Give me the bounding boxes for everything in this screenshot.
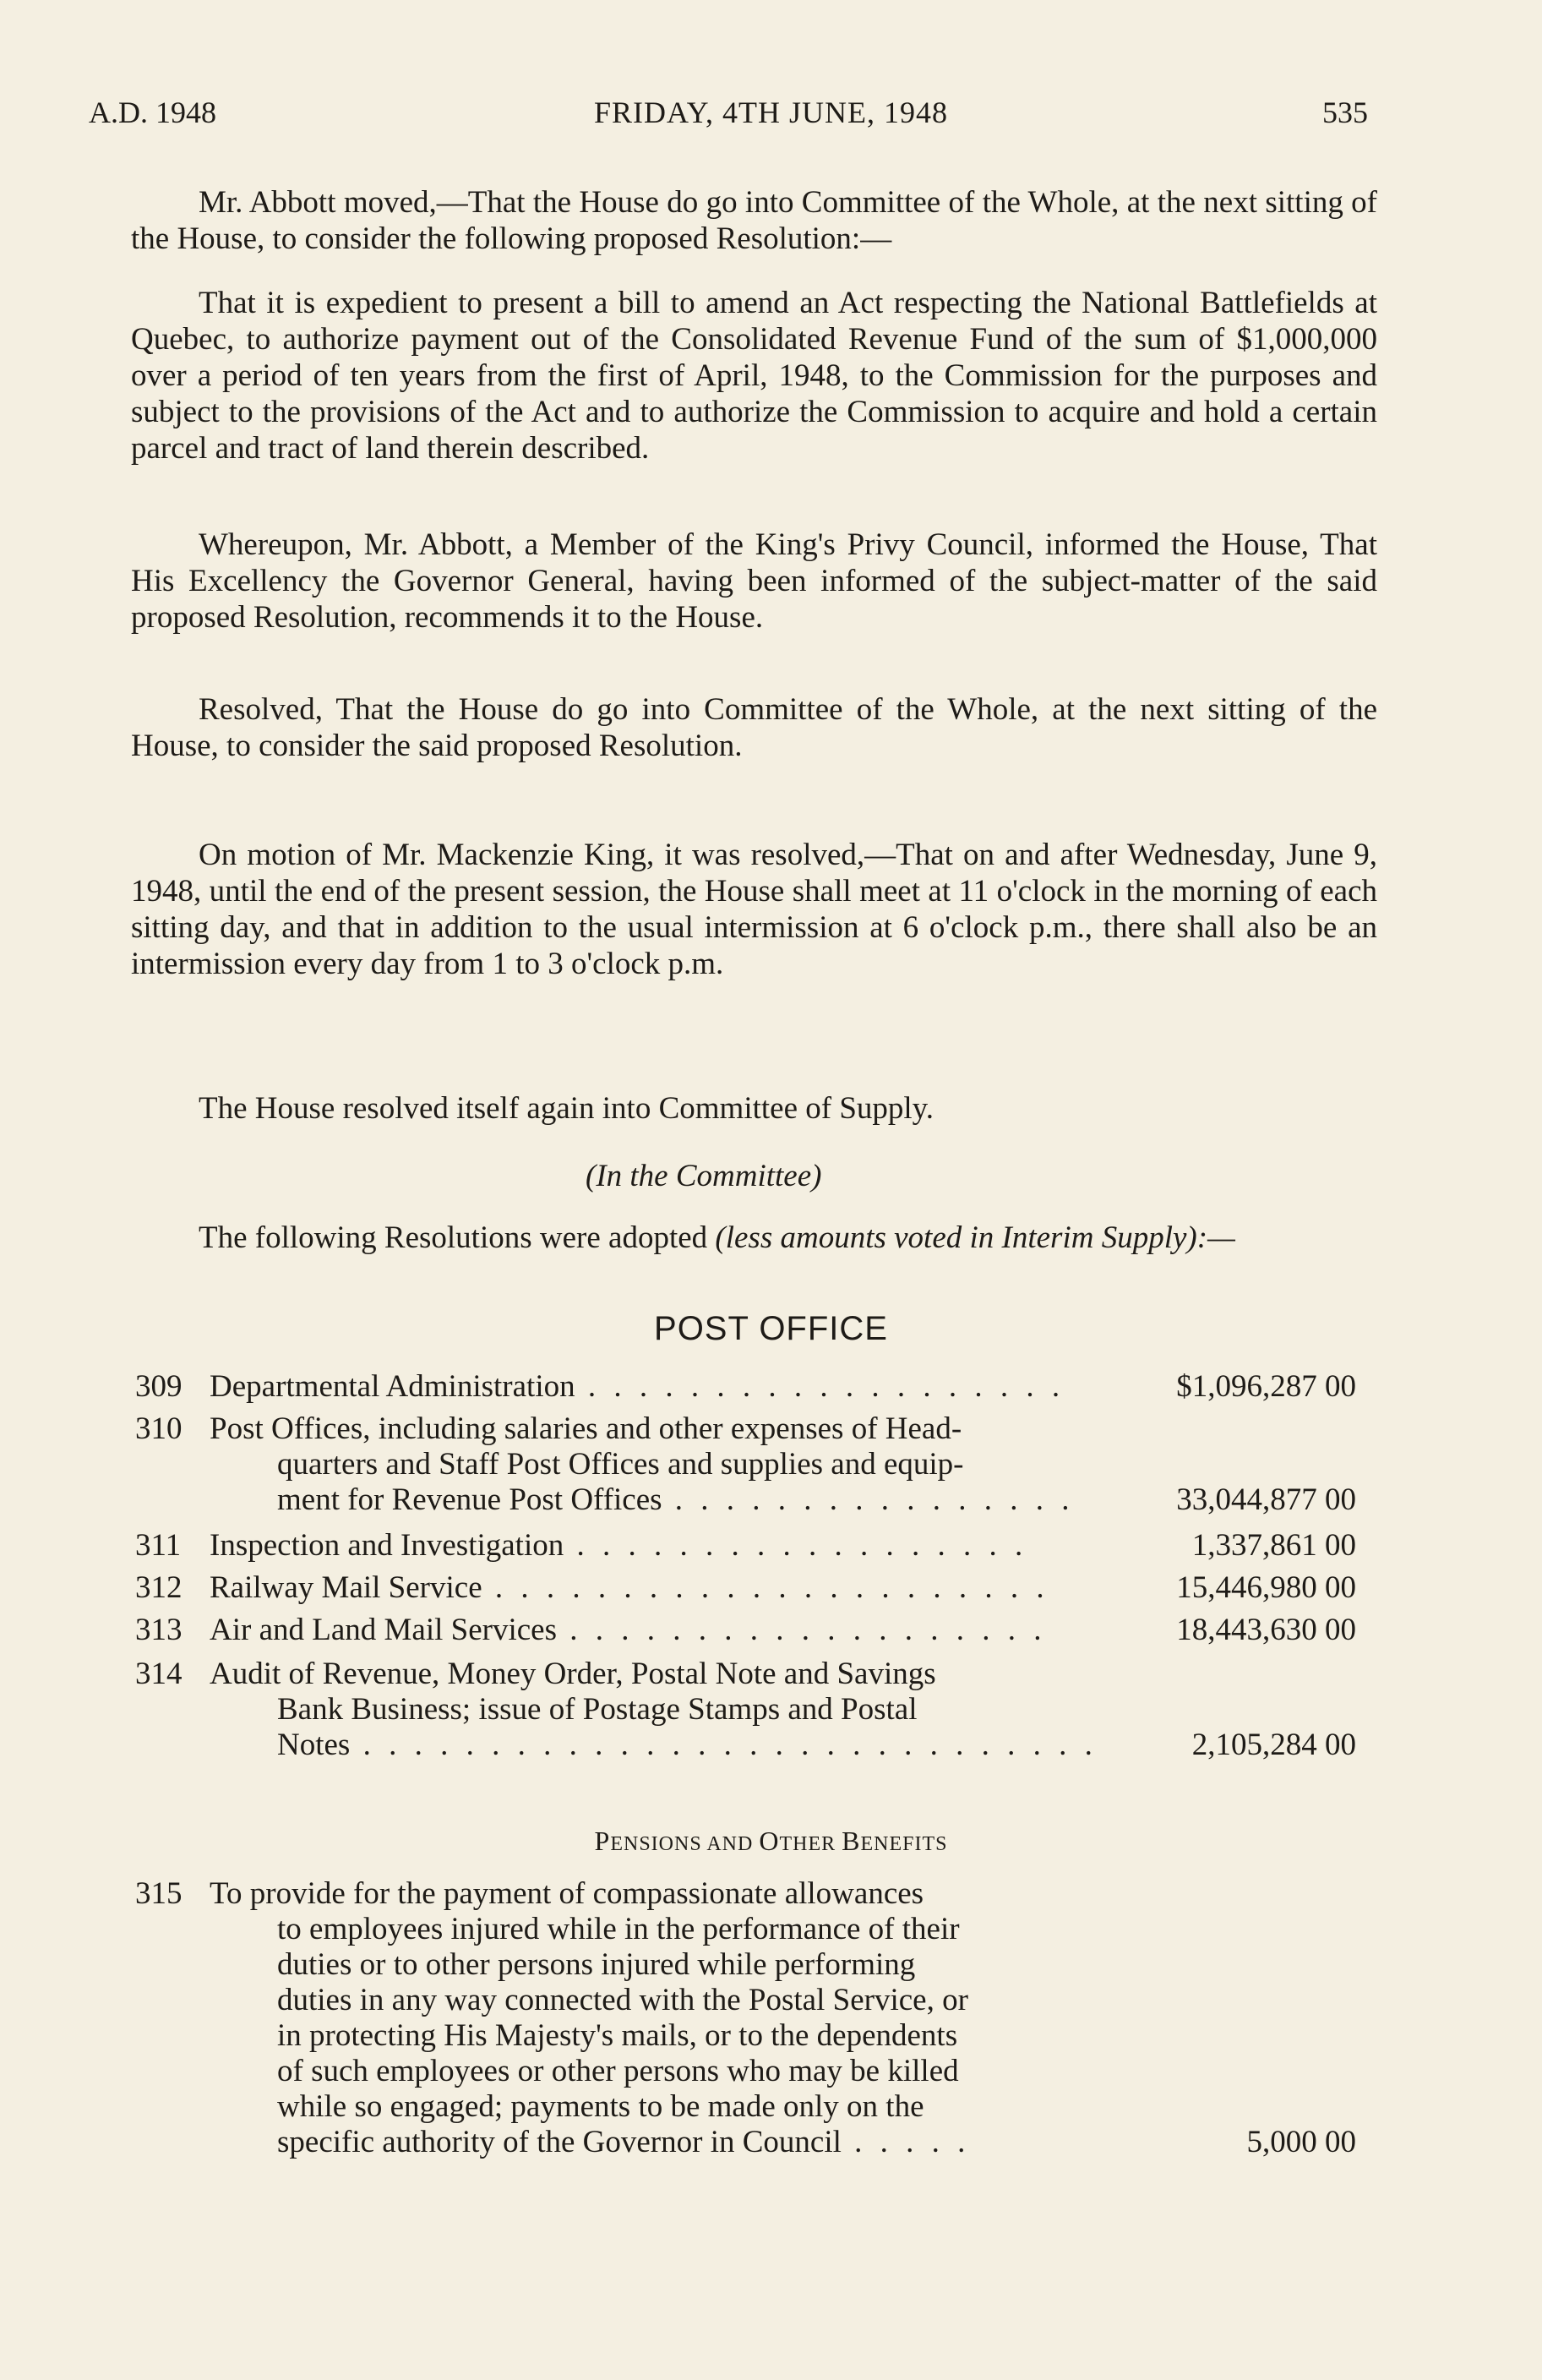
leader-dots: . . . . . . . . . . . . . . . . . . . xyxy=(557,1613,1047,1647)
in-committee-heading: (In the Committee) xyxy=(586,1159,822,1193)
header-date: FRIDAY, 4TH JUNE, 1948 xyxy=(593,96,949,129)
vote-amount: 18,443,630 00 xyxy=(1176,1613,1356,1647)
vote-number: 311 xyxy=(135,1528,182,1563)
resolution-text: That it is expedient to present a bill to amend an Act respecting the National Battlefields at Quebec, to authorize payment out of the Consolidated Revenue Fund of the sum of $1,000,000 over a period of ten years from the first of April, 1948, to the Commission for the purposes and subject to the provisions of the Act and to authorize the Commission to acquire and hold a certain parcel and tract of land therein described. xyxy=(131,286,1377,466)
motion-text: Mr. Abbott moved,—That the House do go into Committee of the Whole, at the next sitting of the House, to consider the following proposed Resolution:— xyxy=(131,185,1377,256)
motion-paragraph xyxy=(131,184,1377,257)
vote-description: Departmental Administration . . . . . . . . . . . . . . . . . . . xyxy=(210,1369,1065,1404)
resolved-text: Resolved, That the House do go into Committee of the Whole, at the next sitting of the House, to consider the said proposed Resolution. xyxy=(131,692,1377,763)
vote-number: 312 xyxy=(135,1570,183,1605)
vote-description: Audit of Revenue, Money Order, Postal Note and Savings Bank Business; issue of Postage Stamps and Postal Notes . . . . . . . . . . . . . . . . . . . . . . . . . . . . . xyxy=(210,1657,1098,1762)
leader-dots: . . . . . . . . . . . . . . . . xyxy=(662,1482,1075,1517)
vote-amount: 15,446,980 00 xyxy=(1176,1570,1356,1605)
vote-number: 315 xyxy=(135,1876,183,1911)
vote-amount: $1,096,287 00 xyxy=(1176,1369,1356,1404)
recommendation-text: Whereupon, Mr. Abbott, a Member of the King's Privy Council, informed the House, That His Excellency the Governor General, having been informed of the subject-matter of the said proposed Resolution, recommends it to the House. xyxy=(131,527,1377,635)
leader-dots: . . . . . . . . . . . . . . . . . . xyxy=(564,1528,1028,1563)
vote-amount: 5,000 00 xyxy=(1246,2125,1356,2159)
vote-amount: 33,044,877 00 xyxy=(1176,1482,1356,1517)
resolution-paragraph xyxy=(131,285,1377,467)
resolutions-intro-italic: (less amounts voted in Interim Supply):— xyxy=(715,1220,1235,1255)
vote-amount: 2,105,284 00 xyxy=(1191,1728,1356,1762)
header-year: A.D. 1948 xyxy=(89,96,216,129)
section-heading-post-office: POST OFFICE xyxy=(654,1310,888,1347)
leader-dots: . . . . . . . . . . . . . . . . . . . . . . . . . . . . . xyxy=(350,1728,1098,1762)
vote-description: Inspection and Investigation . . . . . . . . . . . . . . . . . . xyxy=(210,1528,1028,1563)
sitting-hours-text: On motion of Mr. Mackenzie King, it was resolved,—That on and after Wednesday, June 9, 1948, until the end of the present session, the House shall meet at 11 o'clock in the morning of each sitting day, and that in addition to the usual intermission at 6 o'clock p.m., there shall also be an intermission every day from 1 to 3 o'clock p.m. xyxy=(131,838,1377,981)
running-header xyxy=(0,95,1542,137)
vote-description: Railway Mail Service . . . . . . . . . . . . . . . . . . . . . . xyxy=(210,1570,1049,1605)
leader-dots: . . . . . . . . . . . . . . . . . . . xyxy=(575,1369,1065,1404)
vote-number: 309 xyxy=(135,1369,183,1404)
resolved-paragraph xyxy=(131,691,1377,764)
vote-description: Air and Land Mail Services . . . . . . . . . . . . . . . . . . . xyxy=(210,1613,1047,1647)
vote-amount: 1,337,861 00 xyxy=(1191,1528,1356,1563)
recommendation-paragraph xyxy=(131,527,1377,636)
vote-number: 310 xyxy=(135,1411,183,1446)
committee-paragraph xyxy=(131,1090,1377,1127)
resolutions-intro xyxy=(131,1220,1377,1256)
leader-dots: . . . . . . . . . . . . . . . . . . . . . . xyxy=(482,1570,1049,1605)
vote-description: To provide for the payment of compassionate allowances to employees injured while in the performance of their duties or to other persons injured while performing duties in any way connected with the Postal Service, or in protecting His Majesty's mails, or to the dependents of such employees or other persons who may be killed while so engaged; payments to be made only on the specific authority of the Governor in Council . . . . . xyxy=(210,1876,971,2159)
vote-description: Post Offices, including salaries and other expenses of Head- quarters and Staff Post Offices and supplies and equip- ment for Revenue Post Offices . . . . . . . . . . . . . . . . xyxy=(210,1411,1075,1517)
page-number: 535 xyxy=(1322,96,1368,129)
resolutions-intro-text: The following Resolutions were adopted xyxy=(199,1220,716,1255)
committee-text: The House resolved itself again into Committee of Supply. xyxy=(199,1091,934,1126)
vote-number: 314 xyxy=(135,1657,183,1691)
section-heading-pensions: PENSIONS AND OTHER BENEFITS xyxy=(594,1826,948,1856)
sitting-hours-paragraph xyxy=(131,837,1377,982)
vote-number: 313 xyxy=(135,1613,183,1647)
leader-dots: . . . . . xyxy=(841,2125,971,2159)
